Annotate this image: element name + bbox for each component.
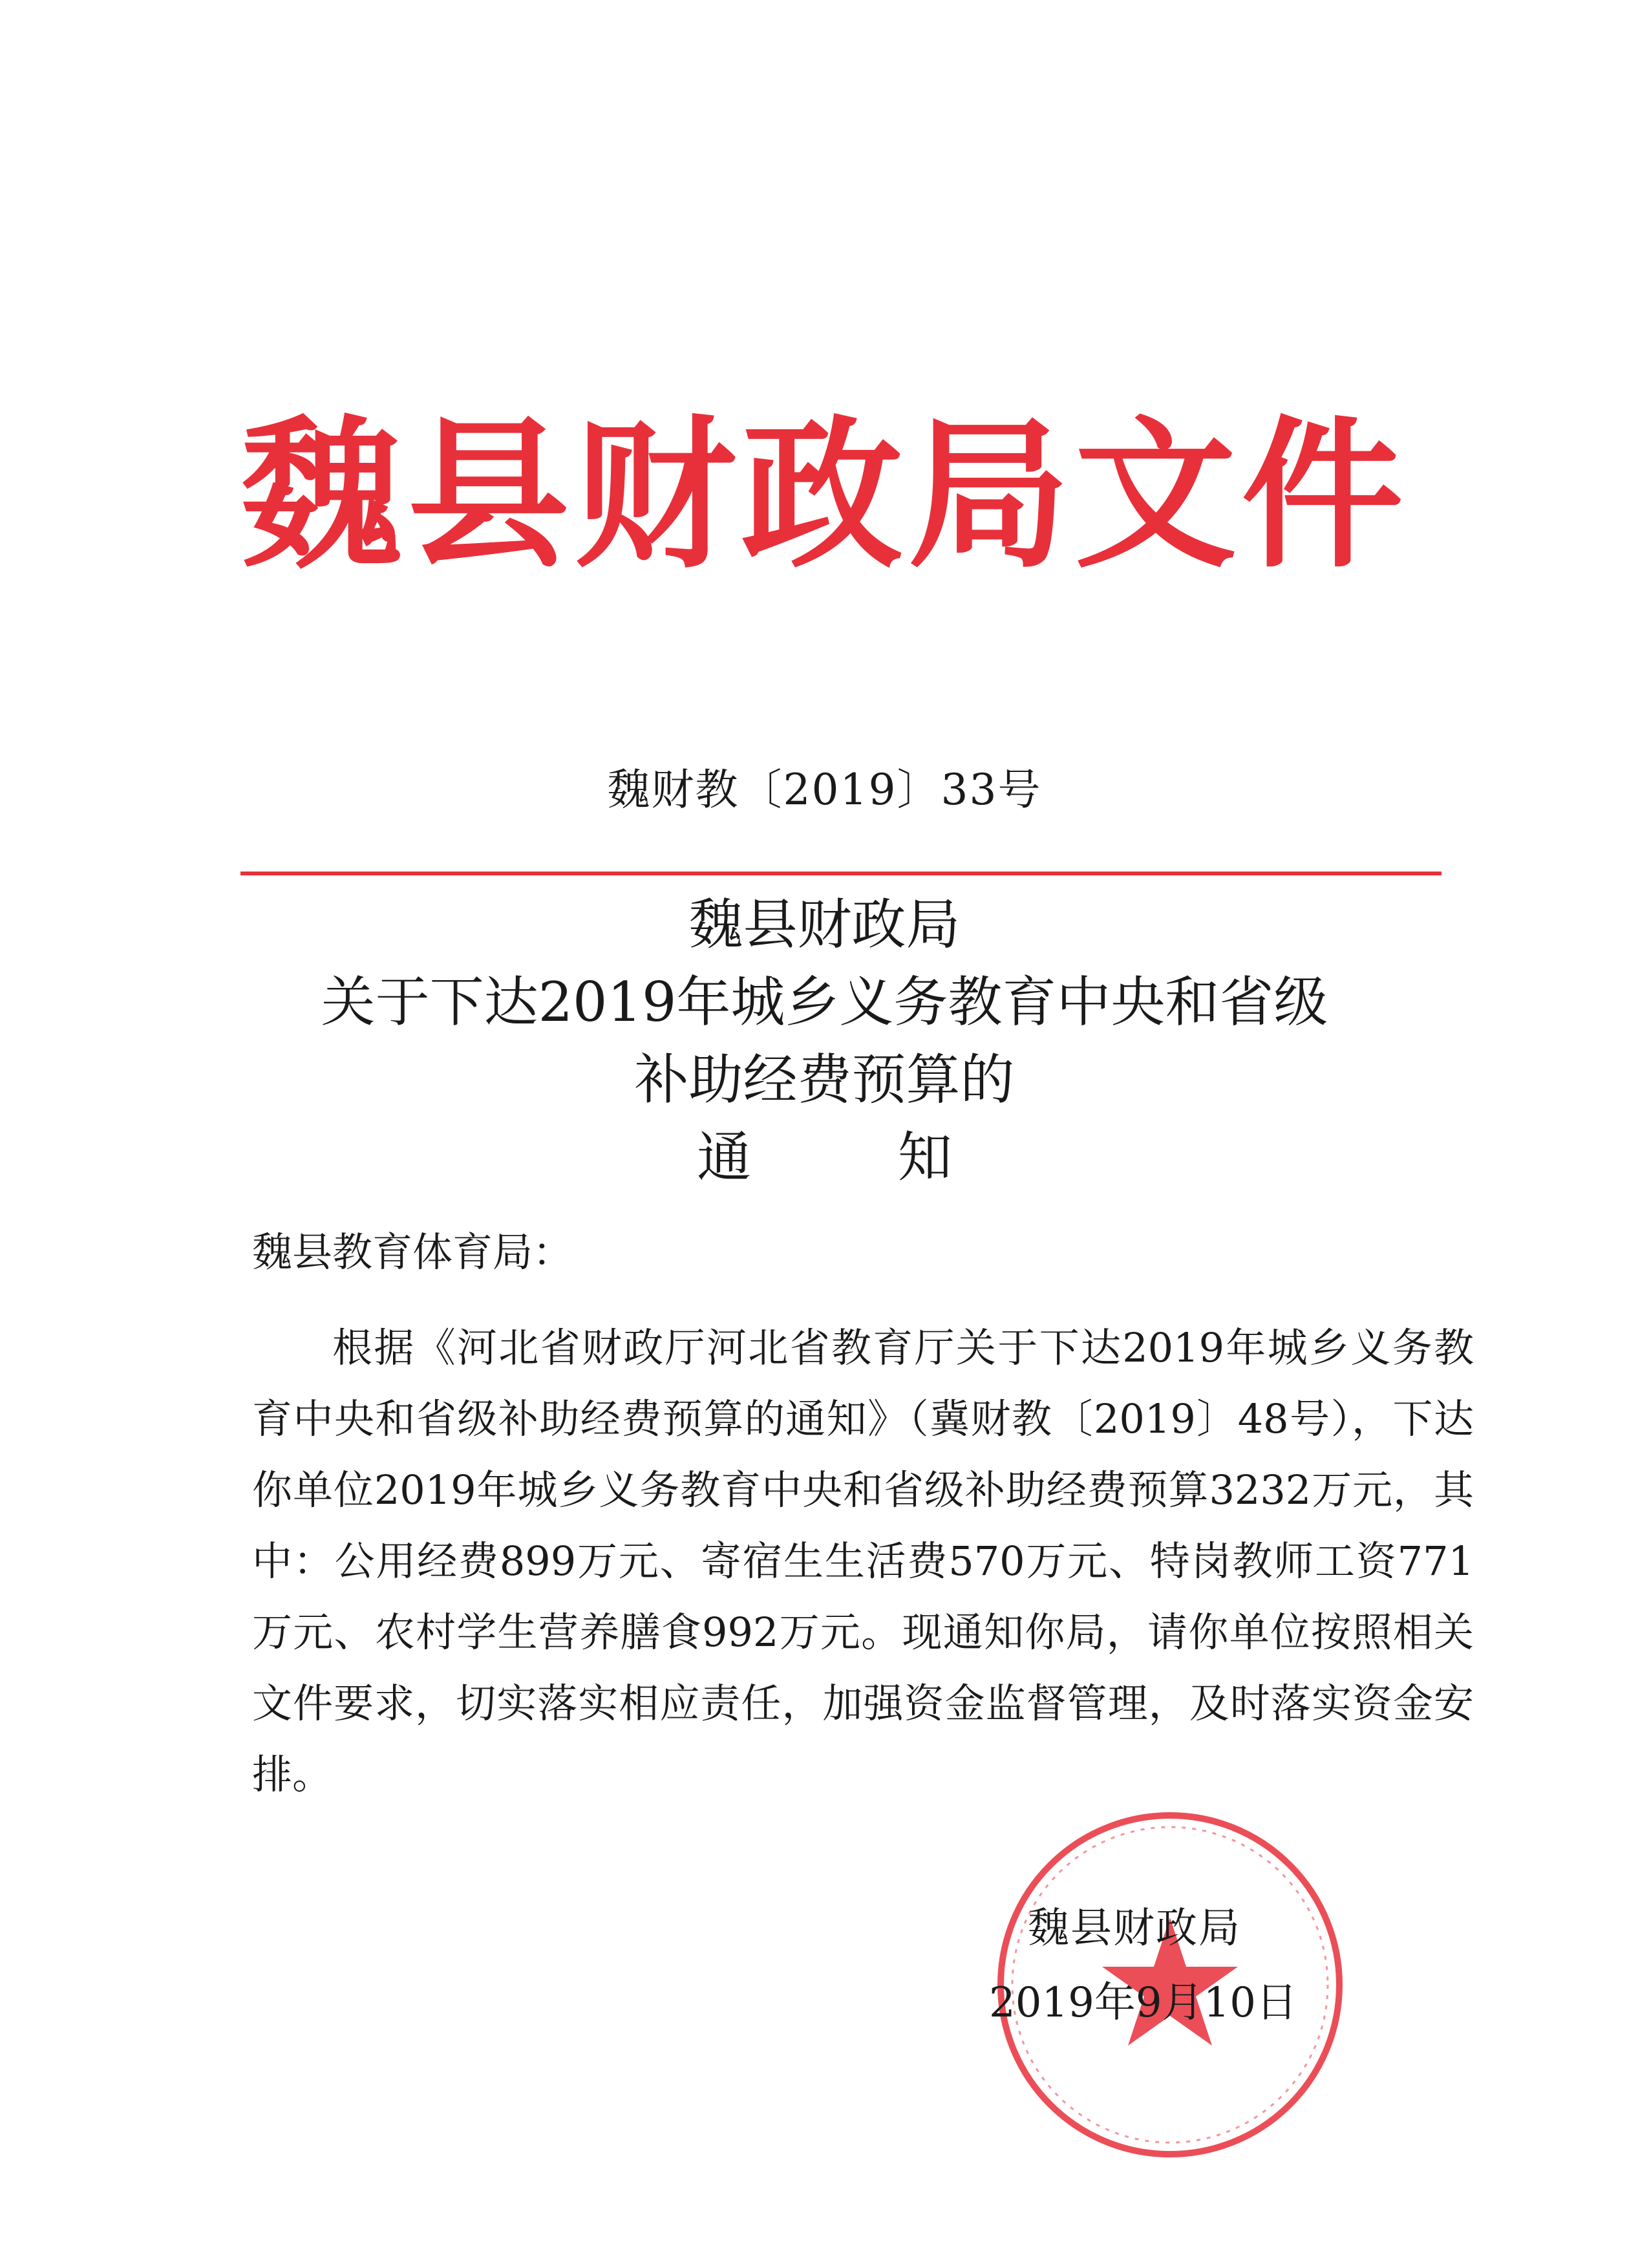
issuer-header-title: 魏县财政局文件 [240, 400, 1409, 590]
title-line-subject: 关于下达2019年城乡义务教育中央和省级 [321, 970, 1328, 1034]
document-number: 魏财教〔2019〕33号 [607, 765, 1042, 815]
title-line-issuer: 魏县财政局 [688, 893, 961, 956]
red-separator-line [240, 872, 1442, 875]
signature-date: 2019年9月10日 [989, 1979, 1298, 2027]
salutation: 魏县教育体育局： [252, 1228, 573, 1276]
notice-title [0, 886, 1649, 1196]
signature-issuer: 魏县财政局 [1028, 1905, 1241, 1952]
title-line-notice: 通 知 [697, 1126, 1017, 1189]
body-paragraph: 根据《河北省财政厅河北省教育厅关于下达2019年城乡义务教育中央和省级补助经费预算的通知》（冀财教〔2019〕48号），下达你单位2019年城乡义务教育中央和省级补助经费预算3232万元，其中：公用经费899万元、寄宿生生活费570万元、特岗教师工资771万元、农村学生营养膳食992万元。现通知你局，请你单位按照相关文件要求，切实落实相应责任，加强资金监督管理，及时落实资金安排。 [252, 1324, 1474, 1798]
title-line-subject-cont: 补助经费预算的 [634, 1048, 1015, 1111]
